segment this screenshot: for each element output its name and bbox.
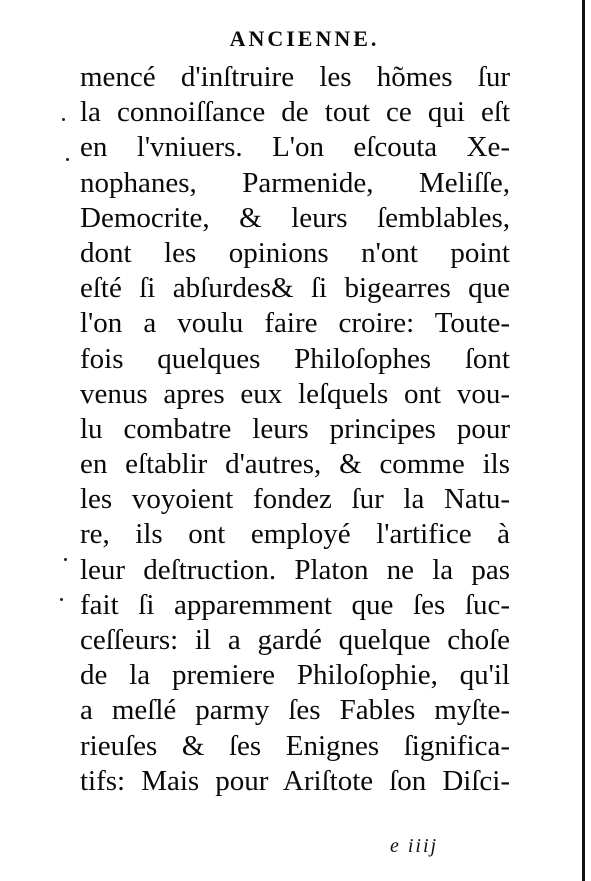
ink-speck	[60, 598, 63, 601]
text-line: eſté ſi abſurdes& ſi bigearres que	[80, 272, 510, 305]
text-line: fait ſi apparemment que ſes ſuc-	[80, 588, 510, 621]
text-line: lu combatre leurs principes pour	[80, 412, 510, 445]
text-line: les voyoient fondez ſur la Natu-	[80, 483, 510, 516]
text-line: la connoiſſance de tout ce qui eſt	[80, 96, 510, 129]
text-line: mencé d'inſtruire les hõmes ſur	[80, 61, 510, 93]
ink-speck	[62, 118, 65, 121]
page-edge-rule	[582, 0, 585, 881]
text-line: venus apres eux leſquels ont vou-	[80, 377, 510, 410]
text-line: nophanes, Parmenide, Meliſſe,	[80, 166, 510, 199]
running-head: ANCIENNE.	[229, 26, 380, 51]
text-line: rieuſes & ſes Enignes ſignifica-	[80, 729, 510, 762]
text-line: en l'vniuers. L'on eſcouta Xe-	[80, 131, 510, 164]
text-line: re, ils ont employé l'artifice à	[80, 518, 510, 551]
text-line: ceſſeurs: il a gardé quelque choſe	[80, 624, 510, 656]
text-line: Democrite, & leurs ſemblables,	[80, 201, 510, 234]
text-line: leur deſtruction. Platon ne la pas	[80, 553, 510, 586]
text-line: dont les opinions n'ont point	[80, 236, 510, 269]
signature-mark: e iiij	[390, 835, 439, 857]
text-line: l'on a voulu faire croire: Toute-	[80, 307, 510, 340]
text-line: en eſtablir d'autres, & comme ils	[80, 448, 510, 481]
text-line: fois quelques Philoſophes ſont	[80, 342, 510, 375]
body-text	[80, 60, 510, 799]
text-line: de la premiere Philoſophie, qu'il	[80, 659, 510, 692]
ink-speck	[66, 158, 69, 161]
ink-speck	[64, 558, 67, 561]
text-line: a meſlé parmy ſes Fables myſte-	[80, 694, 510, 727]
text-line: tifs: Mais pour Ariſtote ſon Diſci-	[80, 764, 510, 797]
